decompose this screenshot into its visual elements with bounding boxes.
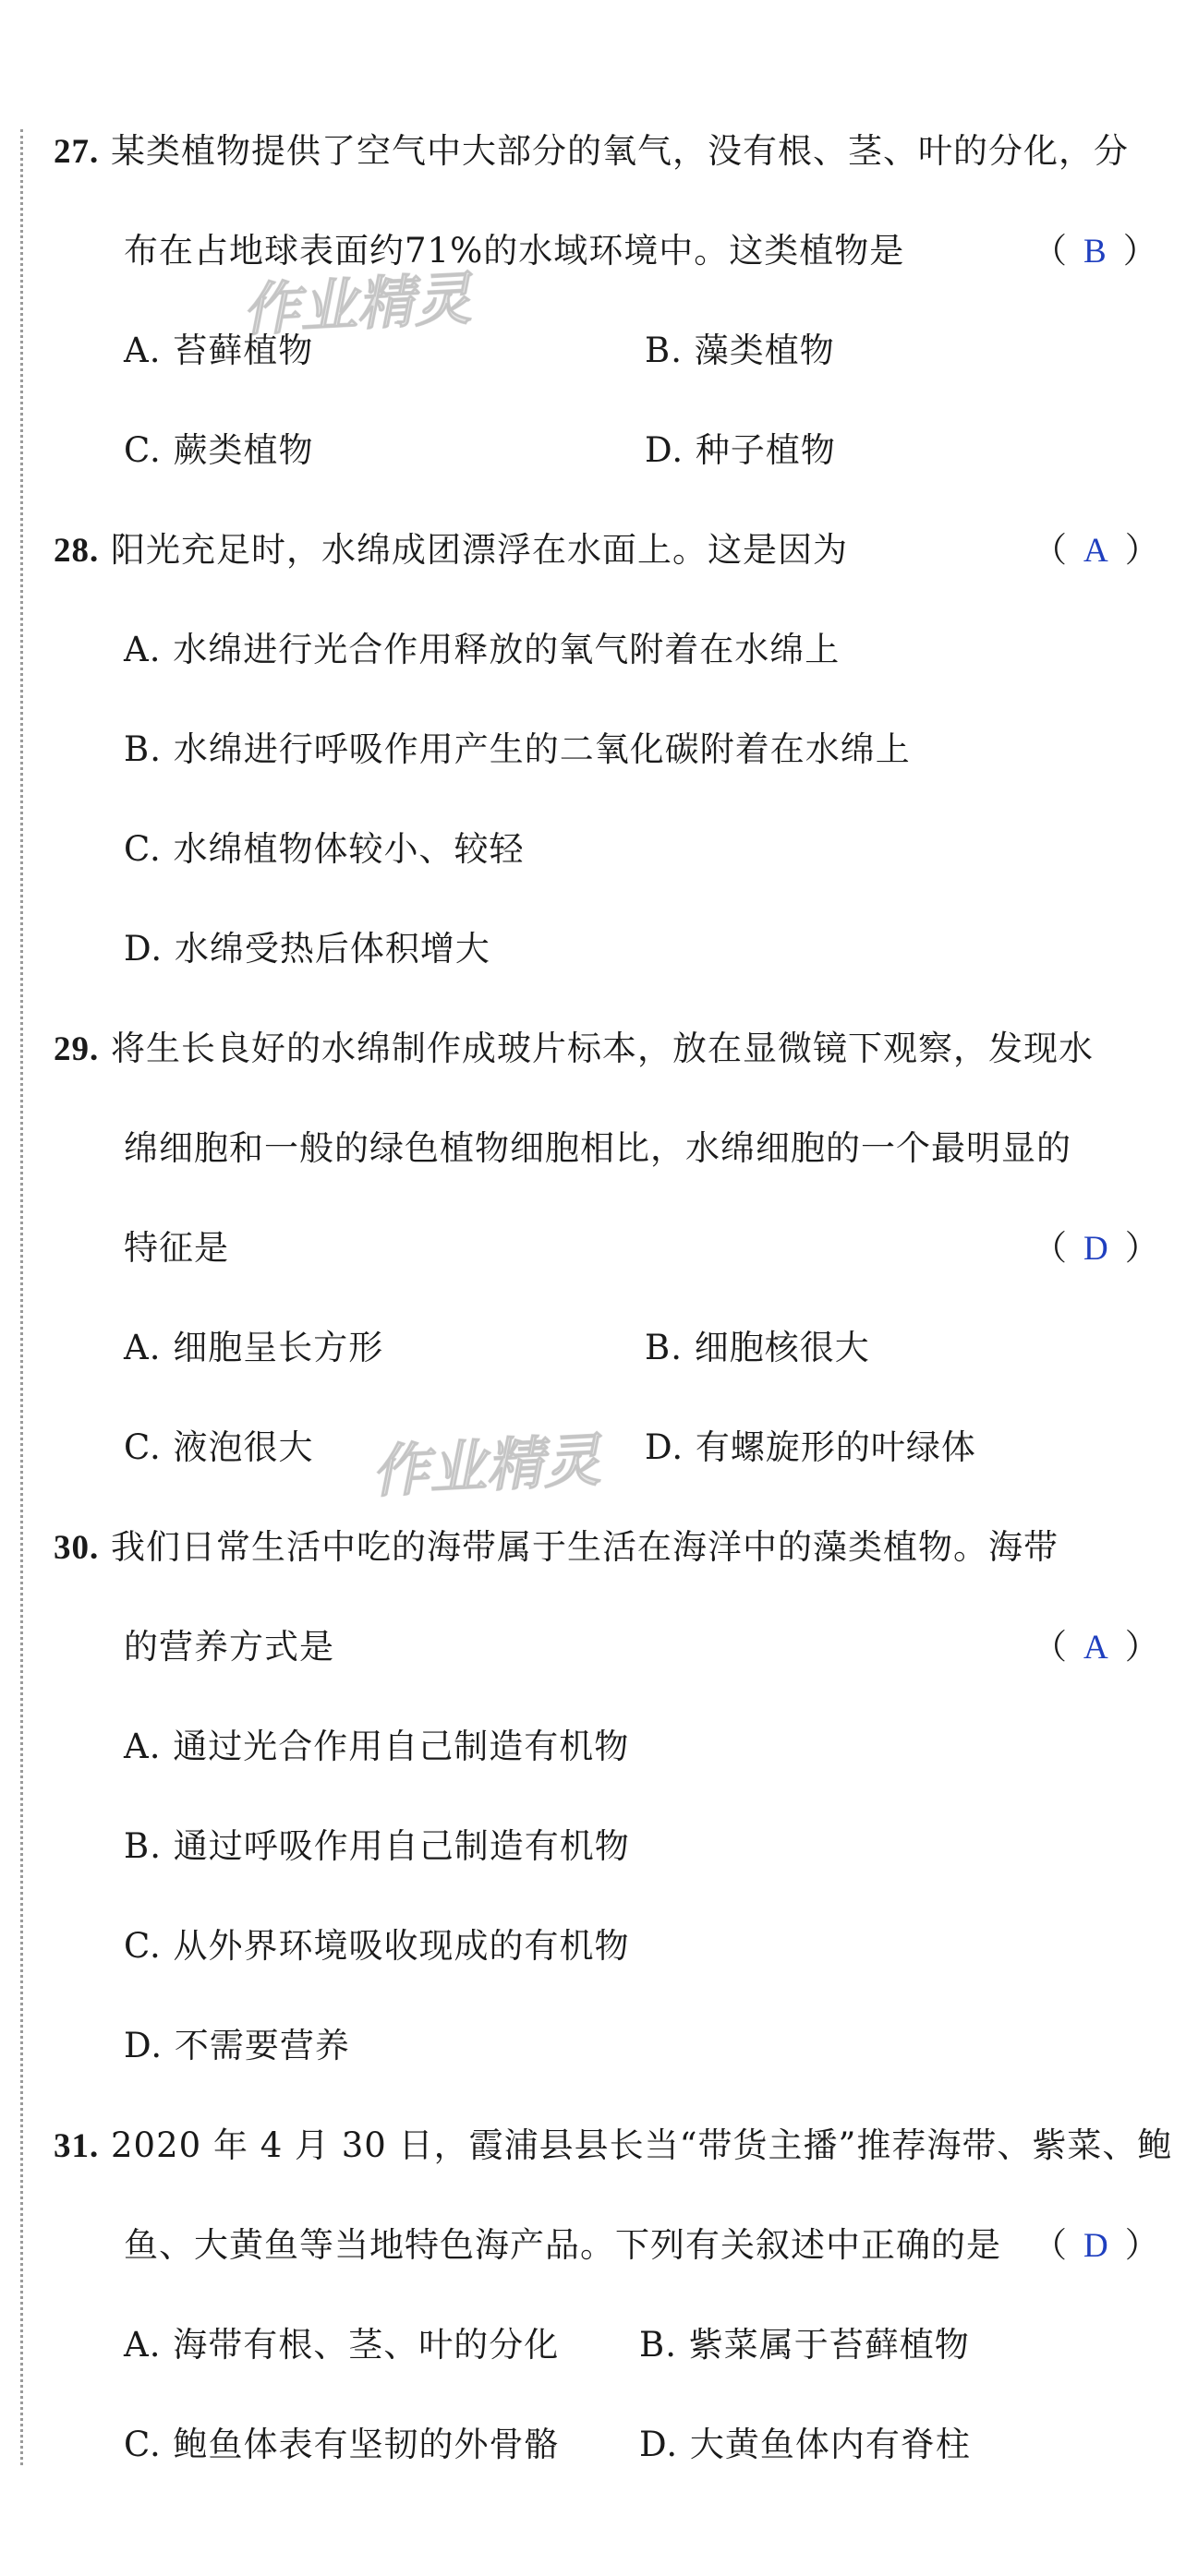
- question-30-option-d: D. 不需要营养: [124, 2026, 350, 2065]
- question-28-option-c: C. 水绵植物体较小、较轻: [124, 829, 525, 869]
- question-29-line-3: 特征是: [124, 1228, 229, 1268]
- question-31-option-c: C. 鲍鱼体表有坚韧的外骨骼: [124, 2425, 560, 2464]
- question-31-line-2: 鱼、大黄鱼等当地特色海产品。下列有关叙述中正确的是: [124, 2225, 1001, 2265]
- watermark-top: 作业精灵: [240, 264, 474, 344]
- question-30-line-2: 的营养方式是: [124, 1627, 334, 1667]
- question-30-option-a: A. 通过光合作用自己制造有机物: [124, 1727, 630, 1766]
- question-29-number: 29.: [54, 1030, 100, 1068]
- question-29-option-d: D. 有螺旋形的叶绿体: [645, 1427, 976, 1467]
- question-29-option-a: A. 细胞呈长方形: [124, 1328, 384, 1367]
- question-27-option-a: A. 苔藓植物: [124, 331, 314, 370]
- question-28-line-1: 28. 阳光充足时，水绵成团漂浮在水面上。这是因为: [54, 530, 849, 570]
- question-28-option-d: D. 水绵受热后体积增大: [124, 929, 490, 969]
- binding-margin-line: [20, 129, 23, 2465]
- question-31-answer: （ D ）: [1033, 2225, 1159, 2265]
- question-30-option-c: C. 从外界环境吸收现成的有机物: [124, 1926, 630, 1966]
- question-30-number: 30.: [54, 1529, 100, 1567]
- question-29-line-2: 绵细胞和一般的绿色植物细胞相比，水绵细胞的一个最明显的: [124, 1128, 1071, 1168]
- question-30-option-b: B. 通过呼吸作用自己制造有机物: [124, 1826, 630, 1866]
- question-29-answer: （ D ）: [1033, 1228, 1159, 1268]
- question-27-line-1: 27. 某类植物提供了空气中大部分的氧气，没有根、茎、叶的分化，分: [54, 131, 1130, 171]
- question-30-answer: （ A ）: [1033, 1627, 1159, 1667]
- question-31-line-1: 31. 2020 年 4 月 30 日，霞浦县县长当“带货主播”推荐海带、紫菜、鲍: [54, 2125, 1173, 2165]
- question-29-option-c: C. 液泡很大: [124, 1427, 314, 1467]
- question-27-answer: （ B ）: [1033, 231, 1157, 271]
- question-28-number: 28.: [54, 532, 100, 570]
- question-27-option-c: C. 蕨类植物: [124, 430, 314, 470]
- question-31-number: 31.: [54, 2127, 100, 2165]
- question-27-line-2: 布在占地球表面约71%的水域环境中。这类植物是: [124, 231, 905, 271]
- question-28-answer: （ A ）: [1033, 530, 1159, 570]
- question-29-option-b: B. 细胞核很大: [645, 1328, 870, 1367]
- question-31-option-d: D. 大黄鱼体内有脊柱: [639, 2425, 971, 2464]
- question-28-option-a: A. 水绵进行光合作用释放的氧气附着在水绵上: [124, 630, 841, 669]
- question-30-line-1: 30. 我们日常生活中吃的海带属于生活在海洋中的藻类植物。海带: [54, 1527, 1059, 1567]
- question-28-option-b: B. 水绵进行呼吸作用产生的二氧化碳附着在水绵上: [124, 729, 911, 769]
- question-27-option-d: D. 种子植物: [645, 430, 836, 470]
- question-31-option-a: A. 海带有根、茎、叶的分化: [124, 2325, 560, 2365]
- question-31-option-b: B. 紫菜属于苔藓植物: [639, 2325, 970, 2365]
- watermark-middle: 作业精灵: [369, 1426, 603, 1506]
- question-27-number: 27.: [54, 133, 100, 171]
- question-27-option-b: B. 藻类植物: [645, 331, 835, 370]
- question-29-line-1: 29. 将生长良好的水绵制作成玻片标本，放在显微镜下观察，发现水: [54, 1029, 1095, 1068]
